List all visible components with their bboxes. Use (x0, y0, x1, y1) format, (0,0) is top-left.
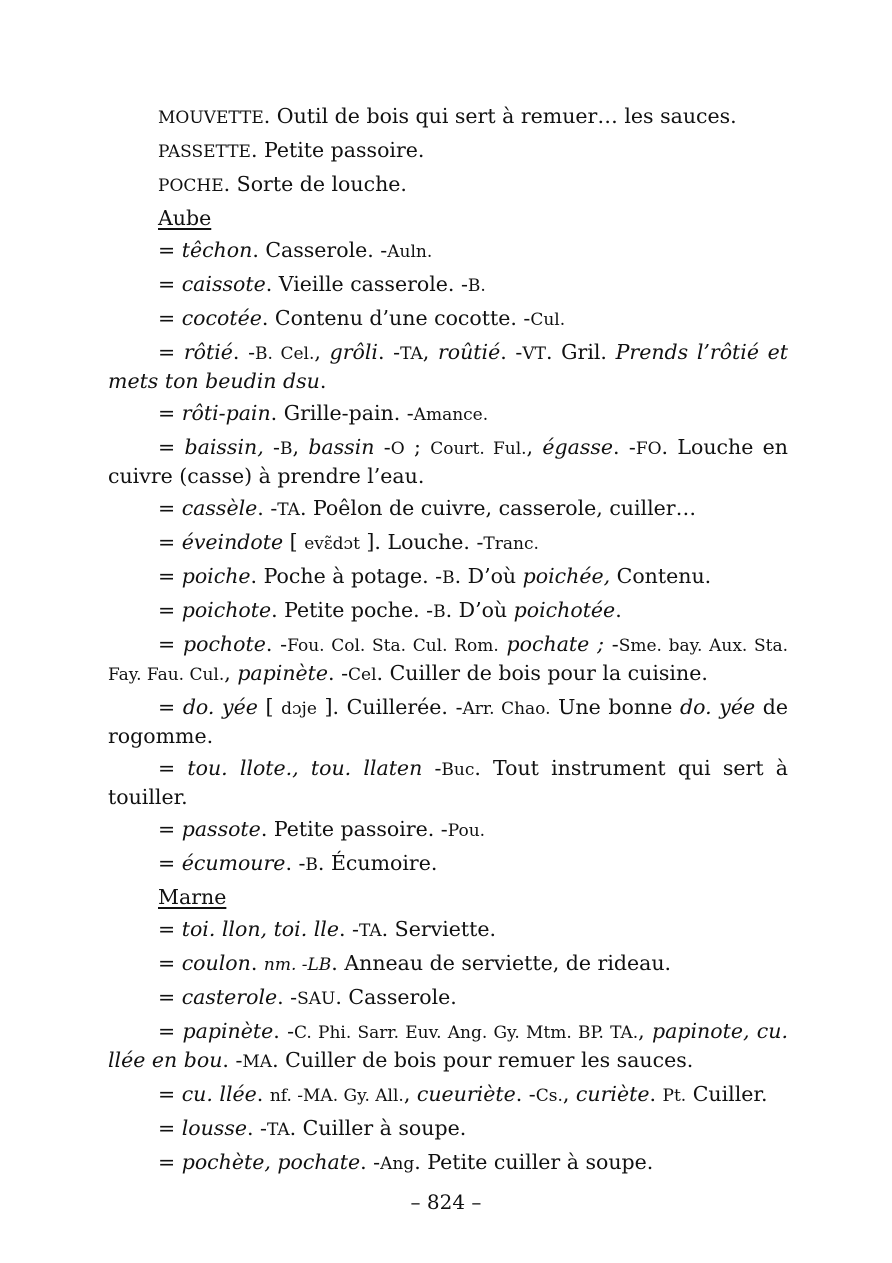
dialect-term: pochète, pochate (181, 1150, 361, 1174)
entry-text: = (158, 695, 183, 719)
entry-text: . - (377, 340, 401, 364)
dialect-term: pochate ; (506, 632, 604, 656)
dictionary-entry (108, 434, 788, 490)
dialect-term: cocotée (181, 306, 262, 330)
source-abbrev: Auln. (387, 242, 433, 262)
section-heading-label: Aube (158, 206, 212, 230)
dictionary-entry (108, 305, 788, 334)
entry-text: - (374, 435, 391, 459)
dictionary-entry (108, 850, 788, 879)
dialect-term: écumoure (181, 851, 286, 875)
dialect-term: poichotée (513, 598, 616, 622)
entry-text: - (422, 756, 442, 780)
dialect-term: caissote (181, 272, 266, 296)
dictionary-entry (108, 237, 788, 266)
entry-text: . Sorte de louche. (223, 172, 407, 196)
entry-text: . - (246, 1116, 267, 1140)
entry-text: . Petite poche. - (271, 598, 434, 622)
dialect-term: papinète (182, 1019, 274, 1043)
section-heading-label: Marne (158, 885, 227, 909)
entry-text: = (158, 1082, 182, 1106)
entry-text: , (638, 1019, 653, 1043)
entry-text: . Louche en cuivre (casse) à prendre l’eau. (108, 435, 788, 488)
entry-text (499, 632, 507, 656)
entry-text: Cuiller. (686, 1082, 768, 1106)
entry-text: . - (265, 632, 288, 656)
dialect-term: cu. llée (181, 1082, 257, 1106)
dialect-term: grôli (329, 340, 378, 364)
dictionary-entry (108, 400, 788, 429)
entry-text: . Cuiller à soupe. (289, 1116, 467, 1140)
entry-text: = (158, 496, 182, 520)
source-abbrev: Pou. (447, 821, 486, 841)
dialect-term: toi. llon, toi. lle (181, 917, 339, 941)
source-abbrev: SAU (297, 989, 336, 1009)
source-abbrev: Sme. bay. Aux. Sta. Fay. Fau. Cul. (108, 636, 789, 685)
dialect-term: lousse (181, 1116, 247, 1140)
source-abbrev: Cs. (535, 1086, 563, 1106)
entry-text: . Serviette. (381, 917, 497, 941)
dialect-term: do. yée (182, 695, 258, 719)
page-number: – 824 – (410, 1190, 482, 1214)
entry-text: . Casserole. - (252, 238, 388, 262)
entry-text: . Grille-pain. - (270, 401, 414, 425)
entry-text: . Poêlon de cuivre, casserole, cuiller… (299, 496, 697, 520)
source-abbrev: TA (400, 344, 423, 364)
entry-text: . Petite passoire. (250, 138, 425, 162)
dictionary-entry (108, 103, 788, 132)
entry-text: . - (500, 340, 523, 364)
entry-text: . Tout instrument qui sert à touiller. (108, 756, 788, 809)
dictionary-entry (108, 339, 788, 395)
headword: POCHE (158, 176, 224, 196)
dictionary-entry (108, 495, 788, 524)
entry-text: . D’où (445, 598, 514, 622)
entry-text: . - (613, 435, 636, 459)
entry-text: . Gril. (545, 340, 616, 364)
source-abbrev: B. (467, 276, 486, 296)
source-abbrev: O (390, 439, 405, 459)
headword: MOUVETTE (158, 108, 264, 128)
dictionary-entry (108, 950, 788, 979)
dialect-term: papinote, cu. llée en bou (108, 1019, 788, 1072)
dictionary-entry (108, 816, 788, 845)
dialect-term: papinète (237, 661, 329, 685)
dictionary-entry (108, 137, 788, 166)
entry-text: = (158, 530, 182, 554)
entry-text: , (314, 340, 330, 364)
entry-text: = (158, 435, 185, 459)
entry-text: . Écumoire. (317, 851, 438, 875)
entry-text: . - (515, 1082, 536, 1106)
source-abbrev: FO (635, 439, 662, 459)
source-abbrev: TA (277, 500, 300, 520)
dialect-term: poiche (181, 564, 251, 588)
entry-text: = (158, 951, 182, 975)
source-abbrev: Fou. Col. Sta. Cul. Rom. (287, 636, 499, 656)
source-abbrev: TA (266, 1120, 290, 1140)
section-heading (108, 205, 788, 232)
entry-text: . Vieille casserole. - (265, 272, 468, 296)
section-heading (108, 884, 788, 911)
entry-text: . - (273, 1019, 294, 1043)
dialect-term: casterole (181, 985, 278, 1009)
entry-text: . Poche à potage. - (250, 564, 443, 588)
entry-text: = (158, 238, 182, 262)
dictionary-entry (108, 1149, 788, 1178)
entry-text: . - (285, 851, 306, 875)
source-abbrev: VT (522, 344, 546, 364)
dialect-term: poichée, (522, 564, 611, 588)
dialect-term: do. yée (680, 695, 756, 719)
dictionary-text (108, 103, 788, 1183)
source-abbrev: B. Cel. (255, 344, 315, 364)
entry-text: = (158, 756, 188, 780)
entry-text: = (158, 401, 182, 425)
dialect-term: cassèle (181, 496, 258, 520)
entry-text: = (158, 851, 182, 875)
source-abbrev: Arr. Chao. (462, 699, 551, 719)
source-abbrev: Cel (348, 665, 377, 685)
dialect-term: éveindote (181, 530, 284, 554)
dictionary-entry (108, 171, 788, 200)
source-abbrev: Pt. (662, 1086, 687, 1106)
entry-text: , (562, 1082, 576, 1106)
entry-text: . - (360, 1150, 381, 1174)
entry-text: . Petite cuiller à soupe. (414, 1150, 654, 1174)
entry-text: . Casserole. (335, 985, 457, 1009)
entry-text: . Outil de bois qui sert à remuer… les sauces. (263, 104, 737, 128)
entry-text: - (263, 435, 280, 459)
entry-text: . - (277, 985, 298, 1009)
entry-text: = (158, 817, 182, 841)
entry-text: , (526, 435, 543, 459)
headword: PASSETTE (158, 142, 251, 162)
dictionary-entry (108, 563, 788, 592)
entry-text: . (250, 951, 264, 975)
dictionary-entry (108, 597, 788, 626)
source-abbrev: dɔje (281, 699, 317, 719)
dictionary-entry (108, 984, 788, 1013)
dialect-term: égasse (542, 435, 614, 459)
source-abbrev: Amance. (413, 405, 489, 425)
entry-text: = (158, 272, 182, 296)
source-abbrev: Tranc. (483, 534, 539, 554)
entry-text: ]. Louche. - (359, 530, 484, 554)
entry-text: . Contenu d’une cocotte. - (261, 306, 531, 330)
source-abbrev: B (279, 439, 293, 459)
source-abbrev: B (442, 568, 455, 588)
entry-text: de rogomme. (108, 695, 788, 748)
source-abbrev: B (433, 602, 446, 622)
dictionary-entry (108, 529, 788, 558)
entry-text: . (649, 1082, 663, 1106)
dictionary-entry (108, 916, 788, 945)
entry-text: = (158, 917, 182, 941)
source-abbrev: Ang (380, 1154, 415, 1174)
entry-text: ; (404, 435, 431, 459)
entry-text: . - (328, 661, 349, 685)
dialect-term: coulon (181, 951, 251, 975)
source-abbrev: C. Phi. Sarr. Euv. Ang. Gy. Mtm. BP. TA. (294, 1023, 639, 1043)
entry-text: = (158, 564, 182, 588)
dictionary-entry (108, 631, 788, 689)
entry-text: - (604, 632, 619, 656)
dialect-term: bassin (308, 435, 375, 459)
dictionary-entry (108, 1018, 788, 1076)
dialect-term: Prends l’rôtié et mets ton beudin dsu (108, 340, 789, 393)
entry-text: . - (232, 340, 256, 364)
dialect-term: pochote (182, 632, 266, 656)
dialect-term: tou. llote., tou. llaten (187, 756, 423, 780)
entry-text: [ (283, 530, 305, 554)
dialect-term: baissin, (184, 435, 264, 459)
dialect-term: curiète (575, 1082, 650, 1106)
source-abbrev: Buc (441, 760, 475, 780)
entry-text: ]. Cuillerée. - (316, 695, 463, 719)
dialect-term: cueuriète (416, 1082, 516, 1106)
entry-text: = (158, 632, 183, 656)
entry-text: = (158, 1150, 182, 1174)
dictionary-entry (108, 1081, 788, 1110)
dictionary-entry (108, 271, 788, 300)
entry-text: = (158, 340, 184, 364)
dictionary-entry (108, 694, 788, 750)
entry-text: . - (222, 1048, 243, 1072)
source-abbrev: Cul. (530, 310, 566, 330)
entry-text: . Cuiller de bois pour remuer les sauces. (272, 1048, 694, 1072)
dialect-term: poichote (181, 598, 272, 622)
source-abbrev: TA (358, 921, 382, 941)
dictionary-entry (108, 1115, 788, 1144)
entry-text: , (422, 340, 438, 364)
entry-text: Une bonne (550, 695, 681, 719)
entry-text: [ (257, 695, 282, 719)
source-abbrev: Court. Ful. (430, 439, 527, 459)
entry-text: , (292, 435, 309, 459)
entry-text: . - (338, 917, 359, 941)
entry-text: . Petite passoire. - (260, 817, 448, 841)
entry-text: = (158, 306, 182, 330)
dialect-term: passote (181, 817, 261, 841)
entry-text: , (403, 1082, 417, 1106)
entry-text: = (158, 985, 182, 1009)
entry-text: = (158, 598, 182, 622)
source-abbrev: MA (242, 1052, 273, 1072)
entry-text: . - (257, 496, 278, 520)
dialect-term: rôtié (183, 340, 233, 364)
dialect-term: têchon (181, 238, 253, 262)
source-abbrev: nm. -LB (263, 955, 332, 975)
entry-text: . (615, 598, 622, 622)
source-abbrev: nf. -MA. Gy. All. (269, 1086, 404, 1106)
entry-text: = (158, 1019, 183, 1043)
entry-text: . Anneau de serviette, de rideau. (331, 951, 672, 975)
entry-text: . (319, 369, 327, 393)
entry-text: . Cuiller de bois pour la cuisine. (376, 661, 708, 685)
entry-text: . (256, 1082, 270, 1106)
dialect-term: roûtié (437, 340, 501, 364)
entry-text: . D’où (454, 564, 523, 588)
entry-text: Contenu. (610, 564, 712, 588)
dialect-term: rôti-pain (181, 401, 271, 425)
entry-text: = (158, 1116, 182, 1140)
source-abbrev: evɛ̃dɔt (304, 534, 360, 554)
dictionary-entry (108, 755, 788, 811)
source-abbrev: B (305, 855, 318, 875)
entry-text: , (224, 661, 238, 685)
